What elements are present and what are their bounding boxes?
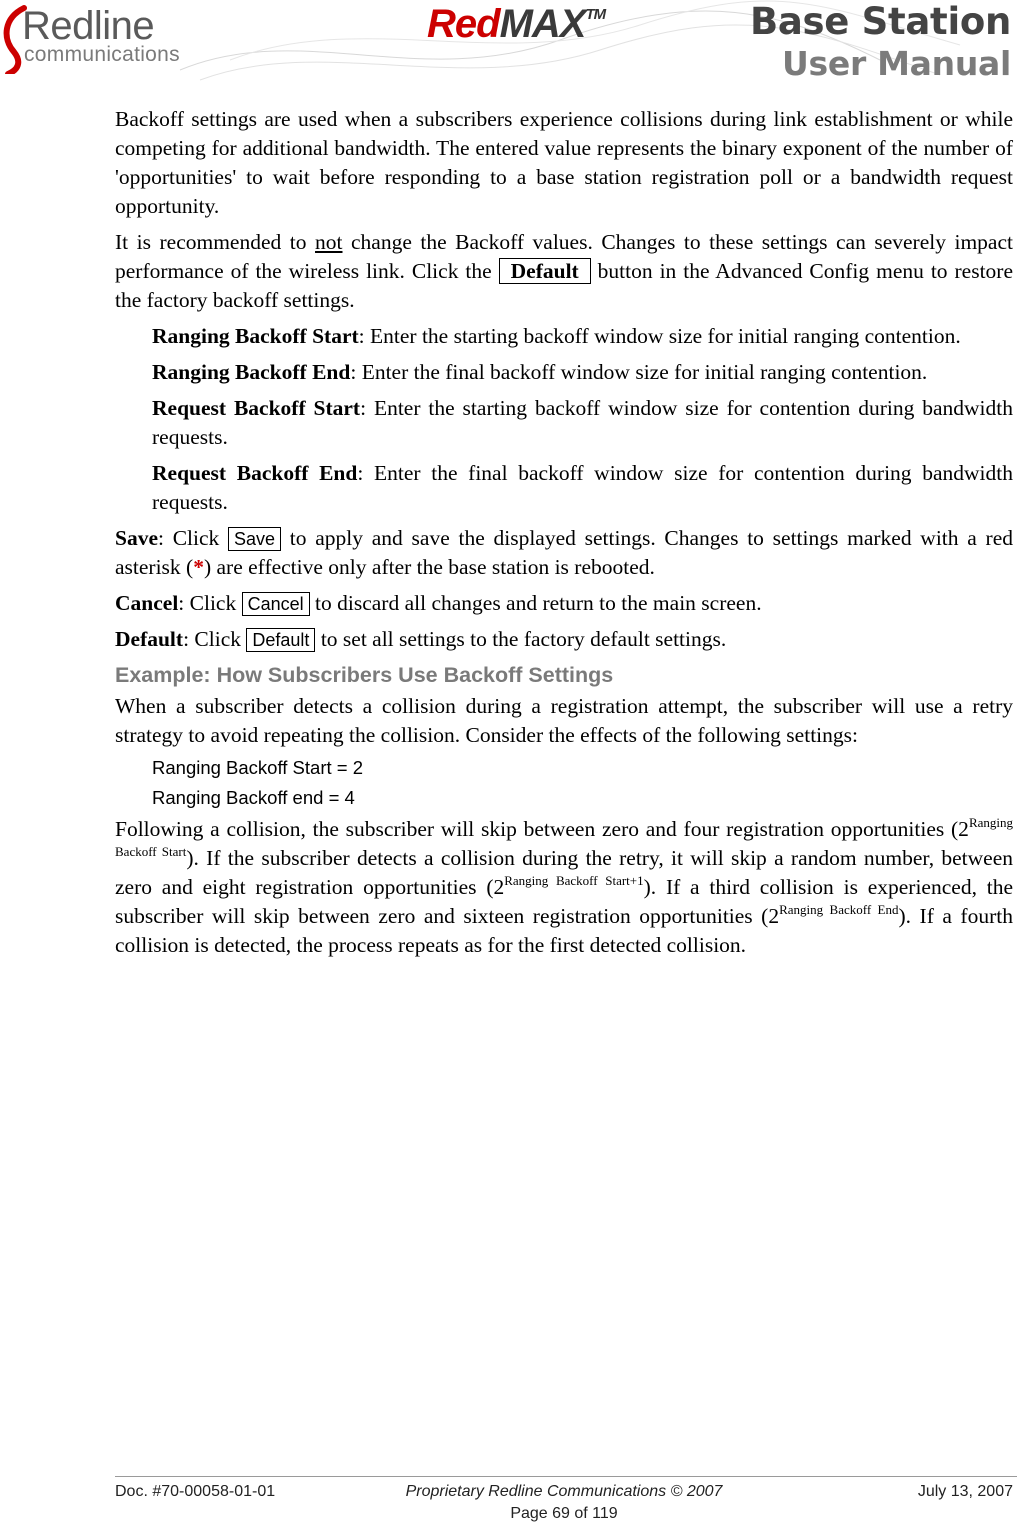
example-intro-paragraph: When a subscriber detects a collision during a registration attempt, the subscriber will use a retry strategy to avoid repeating the collision. Consider the effects of the following settings: bbox=[115, 694, 1013, 747]
page-header bbox=[0, 0, 1017, 88]
setting-ranging-backoff-start bbox=[152, 322, 1013, 351]
default-button-label-small: Default bbox=[246, 628, 315, 652]
setting-desc: : Enter the final backoff window size for initial ranging contention. bbox=[350, 360, 928, 384]
cancel-term: Cancel bbox=[115, 591, 179, 615]
brand-max-part: MAX bbox=[499, 2, 586, 46]
text-run: ). If a third collision is experienced, the subscriber will skip between zero and sixteen registration opportunities (2 bbox=[115, 875, 1013, 928]
setting-ranging-backoff-end bbox=[152, 358, 1013, 387]
default-description bbox=[115, 625, 1013, 654]
example-heading: Example: How Subscribers Use Backoff Settings bbox=[115, 663, 614, 687]
intro-paragraph: Backoff settings are used when a subscribers experience collisions during link establishment or while competing for additional bandwidth. The entered value represents the binary exponent of the number of 'opportunities' to wait before responding to a base station registration poll or a bandwidth request opportunity. bbox=[115, 107, 1013, 218]
red-asterisk: * bbox=[193, 555, 204, 579]
exponent-superscript: Ranging Backoff Start+1 bbox=[504, 873, 644, 888]
document-title: Base Station bbox=[749, 0, 1011, 43]
setting-term: Ranging Backoff Start bbox=[152, 324, 359, 348]
text-run: button in the Advanced Config menu to restore the factory backoff settings. bbox=[115, 259, 1013, 312]
setting-term: Request Backoff Start bbox=[152, 396, 361, 420]
setting-request-backoff-start bbox=[152, 394, 1013, 452]
setting-term: Request Backoff End bbox=[152, 461, 358, 485]
setting-request-backoff-end bbox=[152, 459, 1013, 517]
logo-subtext: communications bbox=[24, 43, 180, 66]
document-subtitle: User Manual bbox=[782, 44, 1011, 83]
exponent-superscript: Ranging Backoff Start bbox=[115, 815, 1013, 859]
cancel-button-label: Cancel bbox=[242, 592, 310, 616]
trademark-mark: TM bbox=[585, 6, 606, 23]
logo-wordmark: Redline bbox=[22, 4, 155, 48]
save-button-label: Save bbox=[228, 527, 281, 551]
setting-term: Ranging Backoff End bbox=[152, 360, 351, 384]
text-run: Following a collision, the subscriber will skip between zero and four registration opportunities (2 bbox=[115, 817, 969, 841]
footer-doc-number: Doc. #70-00058-01-01 bbox=[115, 1483, 276, 1500]
page-content bbox=[115, 105, 1013, 960]
text-run: to discard all changes and return to the main screen. bbox=[309, 591, 762, 615]
brand-red-part: Red bbox=[427, 2, 500, 46]
default-term: Default bbox=[115, 627, 184, 651]
example-explanation-paragraph bbox=[115, 815, 1013, 960]
text-run: to apply and save the displayed settings. Changes to settings marked with a red asterisk ( bbox=[115, 526, 1013, 579]
setting-desc: : Enter the starting backoff window size for initial ranging contention. bbox=[358, 324, 961, 348]
footer-page-number: Page 69 of 119 bbox=[510, 1505, 618, 1522]
setting-desc: : Enter the starting backoff window size for contention during bandwidth requests. bbox=[152, 396, 1013, 449]
product-brand bbox=[427, 2, 605, 47]
emphasis-not: not bbox=[315, 230, 343, 254]
text-run: ). If the subscriber detects a collision during the retry, it will skip a random number, between zero and eight registration opportunities (2 bbox=[115, 846, 1013, 899]
default-button-label: Default bbox=[499, 258, 591, 284]
cancel-description bbox=[115, 589, 1013, 618]
code-line-end: Ranging Backoff end = 4 bbox=[152, 787, 355, 808]
code-line-start: Ranging Backoff Start = 2 bbox=[152, 757, 363, 778]
text-run: : Click bbox=[178, 591, 242, 615]
text-run: ) are effective only after the base station is rebooted. bbox=[203, 555, 655, 579]
text-run: It is recommended to bbox=[115, 230, 316, 254]
text-run: change the Backoff values. Changes to these settings can severely impact performance of the wireless link. Click the bbox=[115, 230, 1013, 283]
text-run: to set all settings to the factory default settings. bbox=[315, 627, 727, 651]
footer-date: July 13, 2007 bbox=[917, 1483, 1013, 1500]
setting-desc: : Enter the final backoff window size for contention during bandwidth requests. bbox=[152, 461, 1014, 514]
text-run: : Click bbox=[158, 526, 229, 550]
recommendation-paragraph bbox=[115, 228, 1013, 315]
save-term: Save bbox=[115, 526, 158, 550]
footer-divider bbox=[115, 1476, 1017, 1477]
footer-proprietary: Proprietary Redline Communications © 2007 bbox=[405, 1483, 723, 1500]
exponent-superscript: Ranging Backoff End bbox=[779, 902, 899, 917]
save-description bbox=[115, 524, 1013, 582]
text-run: ). If a fourth collision is detected, the process repeats as for the first detected collision. bbox=[115, 904, 1013, 957]
text-run: : Click bbox=[183, 627, 247, 651]
